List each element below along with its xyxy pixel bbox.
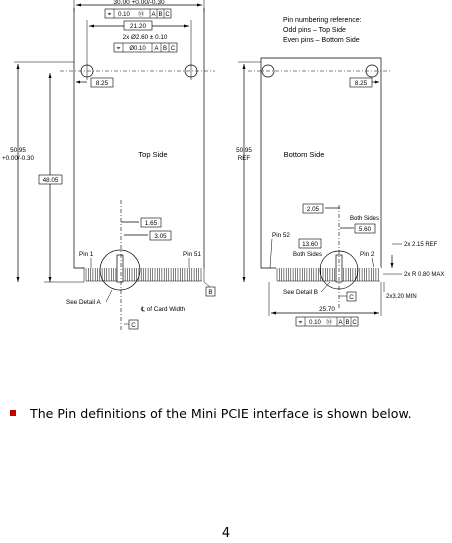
min-note: 2x3.20 MIN (386, 294, 417, 300)
top-side-label: Top Side (138, 150, 168, 159)
top-fcf (105, 9, 171, 18)
detail-a-label: See Detail A (66, 299, 101, 306)
svg-text:⌖: ⌖ (116, 45, 121, 52)
radius-note: 2x R 0.80 MAX (404, 272, 445, 278)
bottom-length-dim-1: 50.95 (236, 147, 252, 154)
dim-1360: 13.60 (302, 241, 318, 248)
bottom-side-label: Bottom Side (283, 150, 325, 159)
svg-text:⌖: ⌖ (107, 11, 112, 18)
body-bullet (10, 406, 440, 422)
top-edge-dim: 8.25 (95, 80, 109, 87)
top-width-dim: 30.00 +0.00/-0.30 (113, 0, 165, 6)
pin-note-3: Even pins – Bottom Side (283, 37, 360, 44)
bottom-length-dim-2: REF (237, 155, 251, 162)
bullet-marker (10, 410, 16, 416)
body-text: The Pin definitions of the Mini PCIE interface is shown below. (30, 406, 412, 421)
key-dim-1: 1.65 (144, 220, 158, 227)
svg-text:C: C (352, 320, 357, 326)
pin52-label: Pin 52 (272, 232, 290, 239)
top-length-dim-2: +0.00/-0.30 (1, 155, 35, 162)
svg-text:B: B (162, 46, 168, 52)
bottom-fcf (296, 317, 358, 326)
both-sides-2: Both Sides (293, 252, 323, 258)
both-sides-1: Both Sides (350, 216, 380, 222)
svg-text:B: B (345, 320, 350, 326)
hole-fcf (114, 43, 177, 52)
svg-text:⌖: ⌖ (298, 319, 303, 326)
top-length-dim-1: 50.95 (10, 147, 26, 154)
detail-b-label: See Detail B (283, 289, 319, 296)
datum-c-bottom: C (349, 294, 354, 301)
key-dim-2: 3.05 (154, 233, 167, 240)
chamfer-note: 2x 2.15 REF (404, 242, 438, 248)
top-view (2, 0, 215, 330)
centerline-label: ℄ of Card Width (141, 306, 186, 313)
svg-text:A: A (151, 12, 156, 18)
bottom-view (236, 17, 444, 326)
svg-text:C: C (165, 12, 170, 18)
pin-note-1: Pin numbering reference: (283, 17, 362, 24)
svg-text:Ø0.10: Ø0.10 (129, 46, 146, 52)
pin-note-2: Odd pins – Top Side (283, 27, 346, 34)
hole-height-dim: 48.05 (42, 177, 59, 184)
pin2-label: Pin 2 (360, 251, 375, 258)
datum-c-top: C (131, 322, 136, 329)
svg-text:A: A (338, 320, 343, 326)
datum-b: B (208, 289, 213, 296)
svg-text:0.10: 0.10 (118, 12, 130, 18)
hole-spacing-dim: 21.20 (129, 23, 147, 30)
hole-note: 2x Ø2.60 ± 0.10 (122, 34, 168, 41)
svg-text:C: C (170, 46, 176, 52)
svg-text:B: B (158, 12, 163, 18)
pin1-label: Pin 1 (79, 251, 94, 258)
dim-205: 2.05 (306, 206, 320, 213)
svg-text:Ⓜ: Ⓜ (325, 320, 333, 326)
dim-560: 5.60 (358, 226, 372, 233)
svg-text:Ⓜ: Ⓜ (137, 12, 145, 18)
bottom-edge-dim: 8.25 (354, 80, 368, 87)
svg-text:A: A (154, 46, 159, 52)
page-number: 4 (221, 526, 231, 541)
svg-text:0.10: 0.10 (309, 320, 321, 326)
overall-dim: 25.70 (319, 306, 335, 313)
pin51-label: Pin 51 (183, 251, 201, 258)
